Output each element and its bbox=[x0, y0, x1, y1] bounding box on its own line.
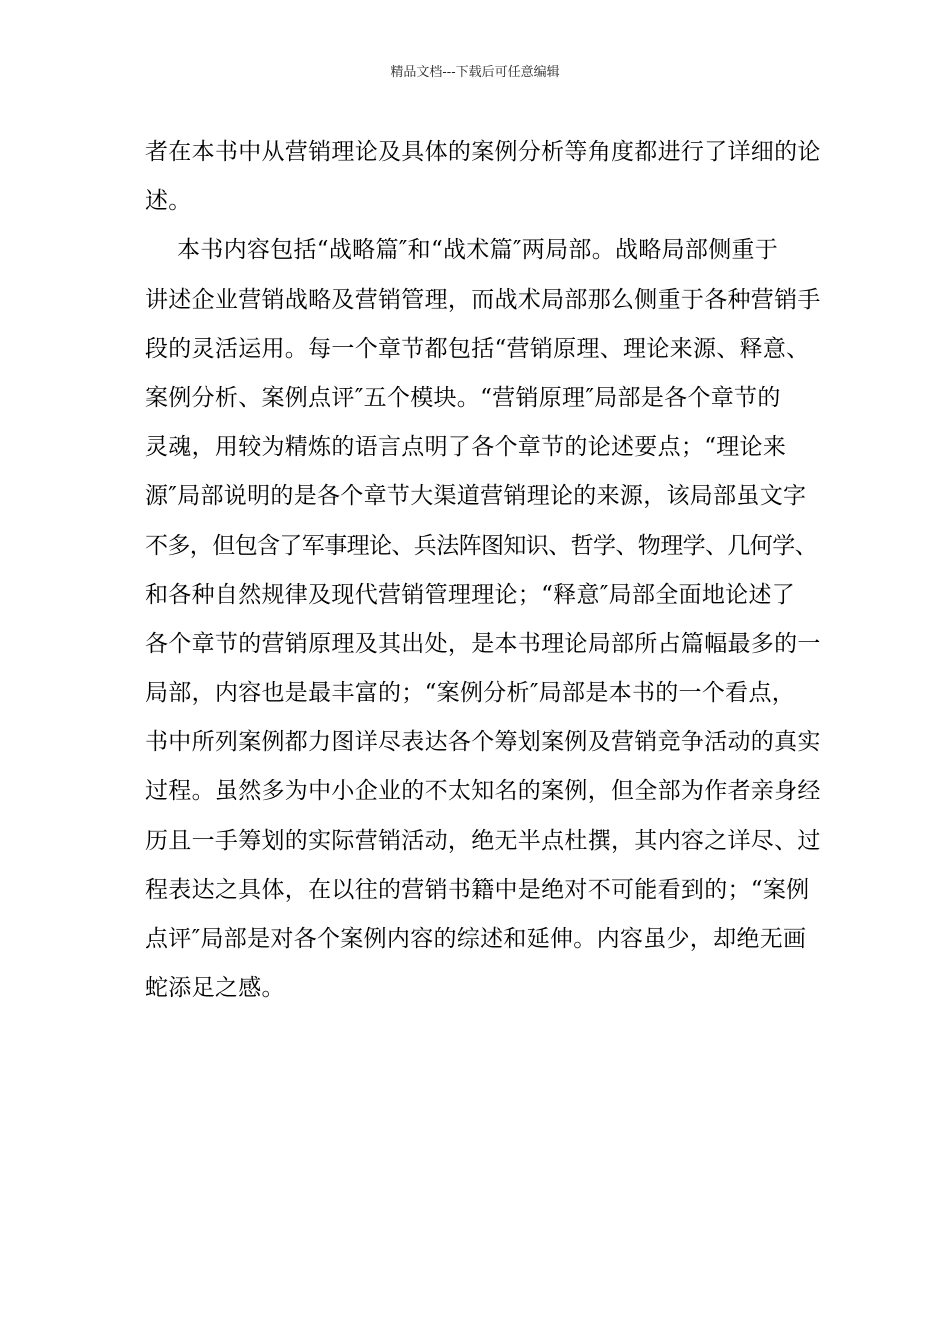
text-line: 历且一手筹划的实际营销活动，绝无半点杜撰，其内容之详尽、过 bbox=[145, 827, 821, 854]
text-line: 段的灵活运用。每一个章节都包括“营销原理、理论来源、释意、 bbox=[145, 335, 810, 362]
text-line: 述。 bbox=[145, 188, 192, 215]
text-line: 灵魂，用较为精炼的语言点明了各个章节的论述要点；“理论来 bbox=[145, 434, 787, 461]
text-line: 不多，但包含了军事理论、兵法阵图知识、哲学、物理学、几何学、 bbox=[145, 532, 818, 559]
text-line: 和各种自然规律及现代营销管理理论；“释意″局部全面地论述了 bbox=[145, 581, 796, 608]
document-body bbox=[145, 128, 825, 1013]
text-line: 者在本书中从营销理论及具体的案例分析等角度都进行了详细的论 bbox=[145, 139, 821, 165]
text-line: 蛇添足之感。 bbox=[145, 975, 285, 1002]
text-line: 各个章节的营销原理及其出处，是本书理论局部所占篇幅最多的一 bbox=[145, 630, 821, 657]
text-line: 讲述企业营销战略及营销管理，而战术局部那么侧重于各种营销手 bbox=[145, 286, 821, 313]
text-line: 程表达之具体，在以往的营销书籍中是绝对不可能看到的；“案例 bbox=[145, 876, 810, 903]
text-line: 书中所列案例都力图详尽表达各个筹划案例及营销竞争活动的真实 bbox=[145, 729, 821, 756]
paragraph-start-line: 本书内容包括“战略篇″和“战术篇″两局部。战略局部侧重于 bbox=[177, 237, 779, 264]
text-line: 点评″局部是对各个案例内容的综述和延伸。内容虽少，却绝无画 bbox=[145, 926, 807, 952]
text-line: 源″局部说明的是各个章节大渠道营销理论的来源，该局部虽文字 bbox=[145, 483, 807, 510]
text-line: 案例分析、案例点评″五个模块。“营销原理″局部是各个章节的 bbox=[145, 384, 781, 411]
text-line: 过程。虽然多为中小企业的不太知名的案例，但全部为作者亲身经 bbox=[145, 778, 821, 805]
page-header: 精品文档---下载后可任意编辑 bbox=[390, 65, 560, 80]
text-line: 局部，内容也是最丰富的；“案例分析″局部是本书的一个看点， bbox=[145, 680, 796, 707]
